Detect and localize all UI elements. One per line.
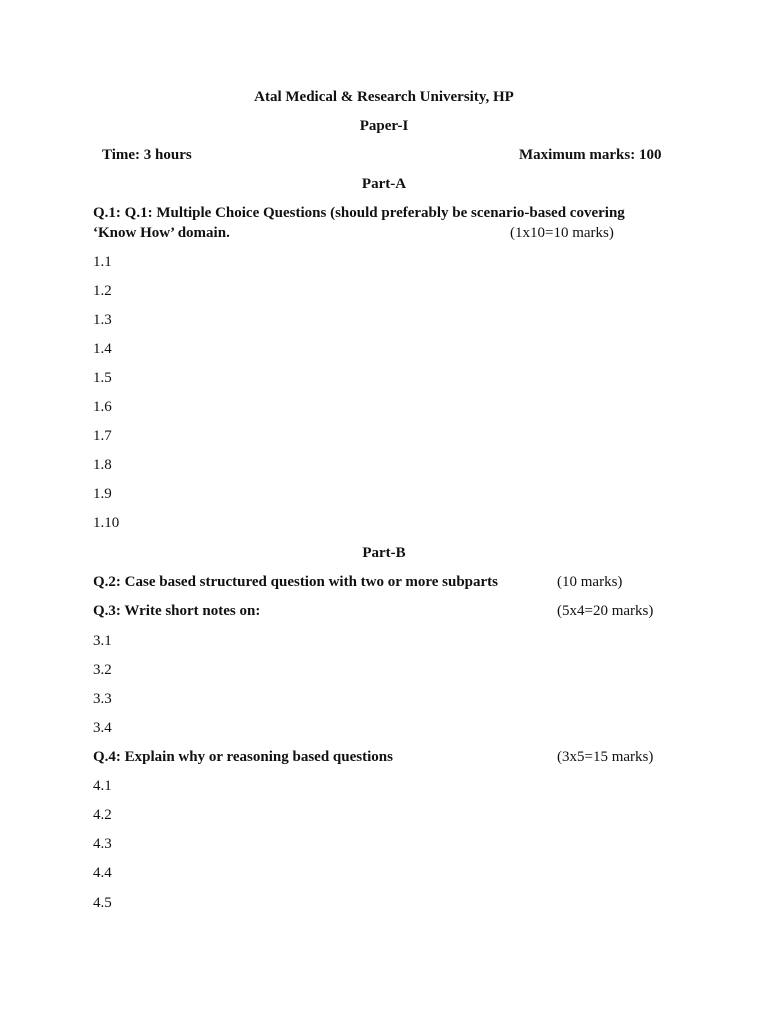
- q1-marks: (1x10=10 marks): [510, 225, 614, 241]
- part-b-heading: Part-B: [362, 545, 406, 561]
- q3-item: 3.1: [93, 633, 112, 649]
- q1-text-line2: ‘Know How’ domain.: [93, 225, 230, 241]
- q4-item: 4.2: [93, 807, 112, 823]
- q3-item: 3.4: [93, 720, 112, 736]
- q1-item: 1.3: [93, 312, 112, 328]
- q1-item: 1.9: [93, 486, 112, 502]
- q1-item: 1.2: [93, 283, 112, 299]
- part-a-heading: Part-A: [361, 176, 407, 192]
- q1-item: 1.1: [93, 254, 112, 270]
- q4-text: Q.4: Explain why or reasoning based questions: [93, 749, 393, 765]
- q1-text-line1: Q.1: Q.1: Multiple Choice Questions (should preferably be scenario-based covering: [93, 205, 625, 221]
- q4-item: 4.5: [93, 895, 112, 911]
- university-title: Atal Medical & Research University, HP: [254, 89, 514, 105]
- q3-text: Q.3: Write short notes on:: [93, 603, 261, 619]
- q2-text: Q.2: Case based structured question with two or more subparts: [93, 574, 499, 590]
- max-marks-label: Maximum marks: 100: [519, 147, 662, 163]
- q2-marks: (10 marks): [557, 574, 623, 590]
- q3-item: 3.2: [93, 662, 112, 678]
- q1-item: 1.8: [93, 457, 112, 473]
- time-label: Time: 3 hours: [102, 147, 192, 163]
- q4-item: 4.3: [93, 836, 112, 852]
- q3-marks: (5x4=20 marks): [557, 603, 654, 619]
- q4-item: 4.1: [93, 778, 112, 794]
- q3-item: 3.3: [93, 691, 112, 707]
- q1-item: 1.7: [93, 428, 112, 444]
- q1-item: 1.6: [93, 399, 112, 415]
- q1-item: 1.4: [93, 341, 112, 357]
- q4-item: 4.4: [93, 865, 112, 881]
- q4-marks: (3x5=15 marks): [557, 749, 654, 765]
- q1-item: 1.5: [93, 370, 112, 386]
- q1-item: 1.10: [93, 515, 120, 531]
- paper-title: Paper-I: [359, 118, 409, 134]
